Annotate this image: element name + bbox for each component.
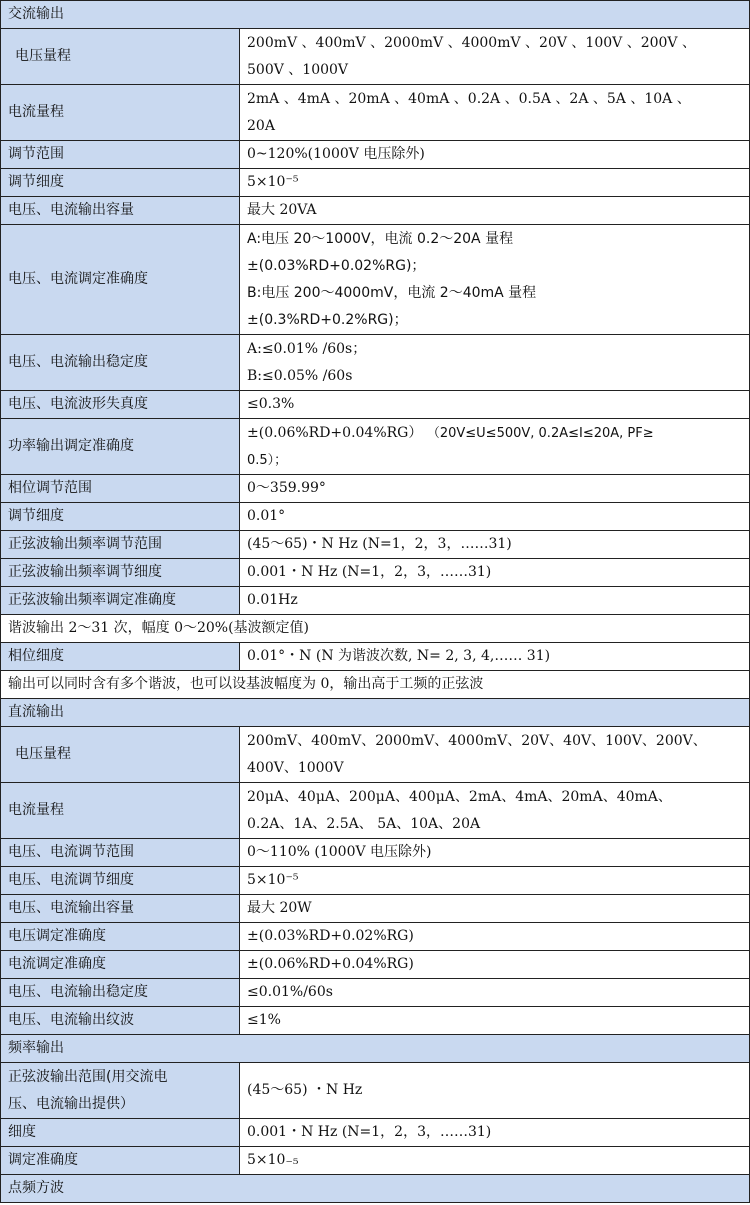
row-value: ±(0.06%RD+0.04%RG)	[240, 951, 750, 979]
table-row	[1, 1007, 750, 1035]
row-label: 电压、电流调节细度	[1, 867, 240, 895]
table-row	[1, 419, 750, 475]
table-row	[1, 169, 750, 197]
label-line: 正弦波输出范围(用交流电	[8, 1068, 168, 1085]
table-row	[1, 335, 750, 391]
table-row	[1, 85, 750, 141]
table-row	[1, 839, 750, 867]
row-value: 5×10⁻⁵	[240, 867, 750, 895]
row-value: 5×10₋₅	[240, 1147, 750, 1175]
table-row	[1, 1063, 750, 1119]
value-line: B:≤0.05% /60s	[247, 367, 353, 384]
row-value	[240, 335, 750, 391]
table-row	[1, 531, 750, 559]
row-value: 0.001・N Hz (N=1，2，3，……31)	[240, 1119, 750, 1147]
section-row-dc	[1, 699, 750, 727]
row-label: 相位调节范围	[1, 475, 240, 503]
row-label: 电压、电流输出容量	[1, 895, 240, 923]
row-label: 调节细度	[1, 169, 240, 197]
row-label	[1, 727, 240, 783]
row-label: 正弦波输出频率调定准确度	[1, 587, 240, 615]
row-label: 相位细度	[1, 643, 240, 671]
row-value	[240, 783, 750, 839]
value-line: 0.2A、1A、2.5A、 5A、10A、20A	[247, 815, 481, 832]
value-line: 20μA、40μA、200μA、400μA、2mA、4mA、20mA、40mA、	[247, 788, 672, 805]
value-line: 500V 、1000V	[247, 61, 349, 78]
table-row	[1, 225, 750, 335]
value-line: 2mA 、4mA 、20mA 、40mA 、0.2A 、0.5A 、2A 、5A 、10A 、	[247, 90, 691, 107]
section-title-dc: 直流输出	[1, 699, 750, 727]
table-row	[1, 1119, 750, 1147]
section-title-square: 点频方波	[1, 1175, 750, 1203]
row-value	[240, 727, 750, 783]
row-label: 电压、电流输出纹波	[1, 1007, 240, 1035]
row-value: 0.01°	[240, 503, 750, 531]
section-title-ac: 交流输出	[1, 1, 750, 29]
value-line: 400V、1000V	[247, 759, 344, 776]
row-value: ≤0.01%/60s	[240, 979, 750, 1007]
row-label: 调定准确度	[1, 1147, 240, 1175]
table-row	[1, 671, 750, 699]
value-part: ±(0.06%RD+0.04%RG）	[247, 424, 423, 441]
row-value: 0~120%(1000V 电压除外)	[240, 141, 750, 169]
harmonic-note: 谐波输出 2～31 次，幅度 0～20%(基波额定值)	[1, 615, 750, 643]
row-label: 调节细度	[1, 503, 240, 531]
table-row	[1, 643, 750, 671]
row-label: 电压、电流输出稳定度	[1, 979, 240, 1007]
row-value	[240, 85, 750, 141]
row-label: 电压、电流输出稳定度	[1, 335, 240, 391]
table-row	[1, 475, 750, 503]
label-line: 压、电流输出提供）	[8, 1095, 134, 1112]
table-row	[1, 783, 750, 839]
row-value: 5×10⁻⁵	[240, 169, 750, 197]
row-value	[240, 29, 750, 85]
table-row	[1, 503, 750, 531]
value-line: ±(0.03%RD+0.02%RG)；	[247, 257, 426, 274]
row-value: ≤0.3%	[240, 391, 750, 419]
section-row-ac	[1, 1, 750, 29]
row-value	[240, 419, 750, 475]
row-value: (45～65)・N Hz (N=1，2，3，……31)	[240, 531, 750, 559]
row-value: 最大 20W	[240, 895, 750, 923]
value-line: 200mV 、400mV 、2000mV 、4000mV 、20V 、100V 、200V 、	[247, 34, 696, 51]
row-label	[1, 29, 240, 85]
row-value: 0.01°・N (N 为谐波次数, N= 2, 3, 4,…… 31)	[240, 643, 750, 671]
value-line: 200mV、400mV、2000mV、4000mV、20V、40V、100V、200V、	[247, 732, 707, 749]
value-line: ±(0.3%RD+0.2%RG)；	[247, 311, 408, 328]
table-row	[1, 559, 750, 587]
table-row	[1, 1147, 750, 1175]
row-label: 细度	[1, 1119, 240, 1147]
label-text: 电压量程	[15, 746, 71, 762]
row-value	[240, 225, 750, 335]
row-label: 电流量程	[1, 783, 240, 839]
table-row	[1, 867, 750, 895]
section-row-square	[1, 1175, 750, 1203]
row-label: 电压、电流调节范围	[1, 839, 240, 867]
table-row	[1, 391, 750, 419]
row-value: 0.001・N Hz (N=1，2，3，……31)	[240, 559, 750, 587]
value-line: B:电压 200～4000mV，电流 2～40mA 量程	[247, 284, 537, 301]
table-row	[1, 197, 750, 225]
row-label: 电压、电流波形失真度	[1, 391, 240, 419]
row-label: 正弦波输出频率调节细度	[1, 559, 240, 587]
table-row	[1, 587, 750, 615]
value-line: A:电压 20～1000V，电流 0.2～20A 量程	[247, 230, 514, 247]
table-row	[1, 979, 750, 1007]
section-title-freq: 频率输出	[1, 1035, 750, 1063]
row-label: 电压调定准确度	[1, 923, 240, 951]
table-row	[1, 895, 750, 923]
value-line	[247, 420, 749, 447]
label-text: 电压量程	[15, 48, 71, 64]
table-row	[1, 727, 750, 783]
value-line: A:≤0.01% /60s；	[247, 340, 367, 357]
row-label: 功率输出调定准确度	[1, 419, 240, 475]
value-line: 20A	[247, 117, 275, 134]
row-value: ≤1%	[240, 1007, 750, 1035]
row-value: 最大 20VA	[240, 197, 750, 225]
row-value: 0～359.99°	[240, 475, 750, 503]
row-label	[1, 1063, 240, 1119]
row-label: 电压、电流调定准确度	[1, 225, 240, 335]
section-row-freq	[1, 1035, 750, 1063]
row-value: ±(0.03%RD+0.02%RG)	[240, 923, 750, 951]
row-label: 电流调定准确度	[1, 951, 240, 979]
table-row	[1, 141, 750, 169]
row-value: 0～110% (1000V 电压除外)	[240, 839, 750, 867]
table-row	[1, 923, 750, 951]
row-label: 电压、电流输出容量	[1, 197, 240, 225]
harmonic-note-2: 输出可以同时含有多个谐波，也可以设基波幅度为 0，输出高于工频的正弦波	[1, 671, 750, 699]
row-value: (45～65) ・N Hz	[240, 1063, 750, 1119]
row-value: 0.01Hz	[240, 587, 750, 615]
table-row	[1, 29, 750, 85]
row-label: 调节范围	[1, 141, 240, 169]
value-part: （20V≤U≤500V, 0.2A≤I≤20A, PF≥	[426, 425, 654, 441]
table-row	[1, 951, 750, 979]
row-label: 电流量程	[1, 85, 240, 141]
value-line: 0.5）；	[247, 452, 288, 468]
row-label: 正弦波输出频率调节范围	[1, 531, 240, 559]
table-row	[1, 615, 750, 643]
